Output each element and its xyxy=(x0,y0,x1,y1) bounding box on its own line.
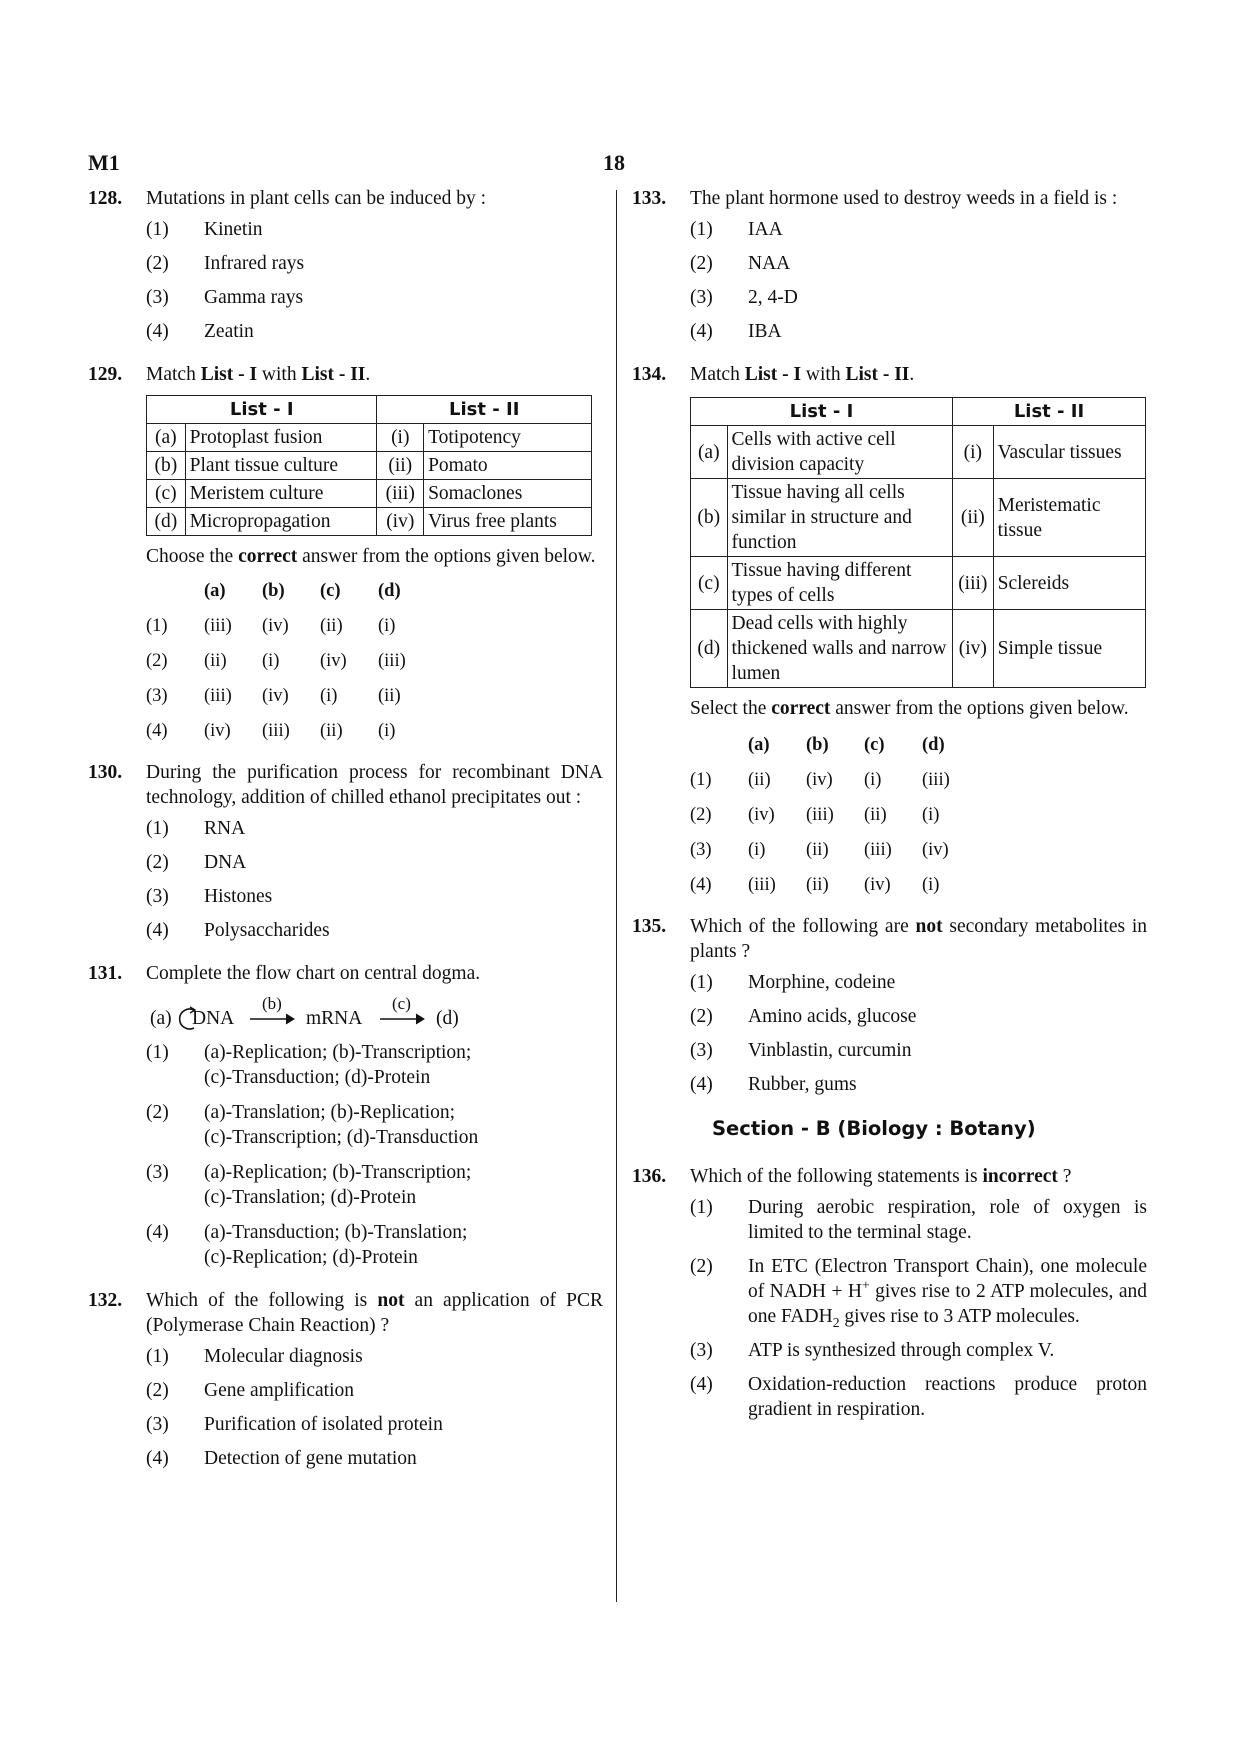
question-text: The plant hormone used to destroy weeds in a field is : xyxy=(690,188,1118,209)
text-part: answer from the options given below. xyxy=(297,546,596,567)
text-part: Which of the following are xyxy=(690,916,916,937)
instruction-text xyxy=(690,696,1147,721)
question-text: Complete the flow chart on central dogma. xyxy=(146,963,481,984)
table-cell: Micropropagation xyxy=(185,508,377,536)
option-text xyxy=(204,1100,603,1150)
text-part: ? xyxy=(1057,1166,1072,1187)
grid-cell: (iv) xyxy=(204,721,231,741)
question-number: 130. xyxy=(88,762,123,783)
option-number: (4) xyxy=(146,321,169,342)
text-part: with xyxy=(257,364,302,385)
option-text: Rubber, gums xyxy=(748,1074,857,1095)
question-number: 136. xyxy=(632,1166,667,1187)
grid-cell: (i) xyxy=(922,805,940,825)
question-number: 135. xyxy=(632,916,667,937)
option xyxy=(146,1378,603,1403)
table-cell: Tissue having different types of cells xyxy=(727,557,952,610)
grid-row xyxy=(146,614,603,639)
text-part: answer from the options given below. xyxy=(830,698,1129,719)
option xyxy=(146,1344,603,1369)
paper-code: M1 xyxy=(88,150,120,175)
grid-cell: (iii) xyxy=(922,770,950,790)
table-cell: Simple tissue xyxy=(993,610,1145,688)
table-header: List - II xyxy=(377,396,592,424)
question-136 xyxy=(632,1164,1147,1422)
grid-cell: (4) xyxy=(146,721,168,741)
question-text xyxy=(146,1288,603,1338)
option-text: Vinblastin, curcumin xyxy=(748,1040,912,1061)
grid-cell: (4) xyxy=(690,875,712,895)
grid-cell: (iv) xyxy=(320,651,347,671)
grid-head-cell: (d) xyxy=(378,581,401,601)
text-part: In ETC (Electron Transport Chain), one molecule of NADH + H xyxy=(748,1256,1147,1302)
grid-cell: (ii) xyxy=(864,805,887,825)
option-text: Zeatin xyxy=(204,321,254,342)
table-header: List - I xyxy=(147,396,377,424)
option-number: (2) xyxy=(690,1006,713,1027)
option-text: Gene amplification xyxy=(204,1380,354,1401)
option xyxy=(146,884,603,909)
grid-cell: (i) xyxy=(864,770,882,790)
question-133 xyxy=(632,186,1147,344)
table-cell: Pomato xyxy=(424,452,592,480)
table-row xyxy=(147,452,592,480)
option-text: During aerobic respiration, role of oxygen is limited to the terminal stage. xyxy=(748,1197,1147,1243)
grid-cell: (iv) xyxy=(748,805,775,825)
grid-row xyxy=(690,803,1147,828)
grid-cell: (1) xyxy=(146,616,168,636)
grid-row xyxy=(146,684,603,709)
option-number: (3) xyxy=(690,287,713,308)
option-number: (4) xyxy=(690,321,713,342)
grid-cell: (i) xyxy=(922,875,940,895)
option-number: (4) xyxy=(146,920,169,941)
text-part: secondary metabolites in plants ? xyxy=(690,916,1147,962)
option-number: (2) xyxy=(146,852,169,873)
option-number: (2) xyxy=(690,253,713,274)
flow-dna: DNA xyxy=(192,1008,235,1029)
grid-cell: (i) xyxy=(262,651,280,671)
text-part: with xyxy=(801,364,846,385)
superscript: + xyxy=(861,1277,870,1293)
option-text: Histones xyxy=(204,886,273,907)
option-number: (3) xyxy=(146,1162,169,1183)
grid-head-cell: (a) xyxy=(748,735,770,755)
option xyxy=(690,1038,1147,1063)
grid-cell: (iii) xyxy=(748,875,776,895)
option-text: 2, 4-D xyxy=(748,287,798,308)
table-cell: (i) xyxy=(377,424,424,452)
table-header: List - II xyxy=(953,398,1146,426)
option xyxy=(690,1004,1147,1029)
grid-cell: (ii) xyxy=(806,875,829,895)
table-cell: Vascular tissues xyxy=(993,426,1145,479)
match-table xyxy=(690,397,1146,688)
option-line: (a)-Replication; (b)-Transcription; xyxy=(204,1162,472,1183)
option-text: Gamma rays xyxy=(204,287,304,308)
flow-label-d: (d) xyxy=(436,1008,459,1029)
grid-cell: (iv) xyxy=(922,840,949,860)
option xyxy=(146,1446,603,1471)
option-line: (a)-Replication; (b)-Transcription; xyxy=(204,1042,472,1063)
text-part: gives rise to 2 ATP molecules, and one FADH xyxy=(748,1281,1147,1327)
option-line: (c)-Transduction; (d)-Protein xyxy=(204,1067,431,1088)
question-number: 129. xyxy=(88,364,123,385)
text-part: Choose the xyxy=(146,546,239,567)
option-number: (1) xyxy=(690,1197,713,1218)
option xyxy=(146,319,603,344)
text-part: gives rise to 3 ATP molecules. xyxy=(839,1306,1080,1327)
grid-cell: (ii) xyxy=(204,651,227,671)
option-line: (a)-Transduction; (b)-Translation; xyxy=(204,1222,468,1243)
grid-head-cell: (b) xyxy=(806,735,829,755)
page-number: 18 xyxy=(603,150,625,175)
option xyxy=(690,1195,1147,1245)
option-number: (1) xyxy=(146,1042,169,1063)
question-128 xyxy=(88,186,603,344)
option xyxy=(690,217,1147,242)
grid-head-cell: (c) xyxy=(320,581,341,601)
option-text xyxy=(204,1220,603,1270)
column-divider xyxy=(616,190,617,1602)
option-text: Molecular diagnosis xyxy=(204,1346,363,1367)
option xyxy=(690,285,1147,310)
bold-text: List - II xyxy=(301,364,366,385)
table-cell: Meristem culture xyxy=(185,480,377,508)
option-number: (4) xyxy=(146,1448,169,1469)
table-cell: (d) xyxy=(691,610,728,688)
table-row xyxy=(691,479,1146,557)
table-cell: (ii) xyxy=(953,479,994,557)
table-cell: (b) xyxy=(691,479,728,557)
text-part: Which of the following statements is xyxy=(690,1166,983,1187)
text-part: . xyxy=(365,364,371,385)
table-cell: Meristematic tissue xyxy=(993,479,1145,557)
option xyxy=(690,970,1147,995)
option-text xyxy=(204,1160,603,1210)
option-text: RNA xyxy=(204,818,246,839)
option xyxy=(146,918,603,943)
option xyxy=(146,251,603,276)
option-text: ATP is synthesized through complex V. xyxy=(748,1340,1055,1361)
grid-cell: (iii) xyxy=(806,805,834,825)
option-text: Infrared rays xyxy=(204,253,305,274)
question-134 xyxy=(632,362,1147,898)
table-header: List - I xyxy=(691,398,953,426)
bold-text: correct xyxy=(771,698,831,719)
question-129 xyxy=(88,362,603,744)
table-cell: (c) xyxy=(147,480,186,508)
bold-text: incorrect xyxy=(982,1166,1058,1187)
grid-row xyxy=(146,719,603,744)
question-text: During the purification process for recombinant DNA technology, addition of chilled ethanol precipitates out : xyxy=(146,762,603,808)
table-cell: Virus free plants xyxy=(424,508,592,536)
option-text xyxy=(204,1040,603,1090)
grid-cell: (ii) xyxy=(320,616,343,636)
question-132 xyxy=(88,1288,603,1471)
table-cell: (a) xyxy=(147,424,186,452)
table-row xyxy=(691,557,1146,610)
option-number: (3) xyxy=(690,1040,713,1061)
question-text xyxy=(690,914,1147,964)
option-number: (1) xyxy=(146,1346,169,1367)
match-table xyxy=(146,395,592,536)
option-number: (4) xyxy=(690,1374,713,1395)
flow-mrna: mRNA xyxy=(306,1008,363,1029)
grid-cell: (iii) xyxy=(204,686,232,706)
option-number: (1) xyxy=(690,972,713,993)
table-cell: (iii) xyxy=(953,557,994,610)
grid-cell: (ii) xyxy=(806,840,829,860)
right-arrow-icon xyxy=(380,1012,428,1026)
option xyxy=(146,816,603,841)
table-cell: Plant tissue culture xyxy=(185,452,377,480)
question-number: 134. xyxy=(632,364,667,385)
grid-cell: (i) xyxy=(320,686,338,706)
option-number: (2) xyxy=(690,1256,713,1277)
bold-text: List - I xyxy=(744,364,802,385)
option-text: NAA xyxy=(748,253,791,274)
grid-cell: (iii) xyxy=(378,651,406,671)
option-number: (3) xyxy=(146,886,169,907)
text-part: Which of the following is xyxy=(146,1290,378,1311)
option xyxy=(146,1040,603,1090)
grid-cell: (iii) xyxy=(864,840,892,860)
grid-head-cell: (d) xyxy=(922,735,945,755)
table-row xyxy=(147,480,592,508)
question-number: 132. xyxy=(88,1290,123,1311)
grid-cell: (iv) xyxy=(864,875,891,895)
table-cell: Totipotency xyxy=(424,424,592,452)
option xyxy=(690,1372,1147,1422)
question-130 xyxy=(88,760,603,943)
option-number: (2) xyxy=(146,1380,169,1401)
table-cell: (i) xyxy=(953,426,994,479)
central-dogma-flow xyxy=(146,994,603,1036)
text-part: Select the xyxy=(690,698,772,719)
question-text xyxy=(690,362,1147,387)
text-part: Match xyxy=(146,364,201,385)
option-text xyxy=(748,1254,1147,1329)
option xyxy=(690,251,1147,276)
grid-cell: (i) xyxy=(378,721,396,741)
right-arrow-icon xyxy=(250,1012,298,1026)
option-number: (4) xyxy=(146,1222,169,1243)
option xyxy=(690,1254,1147,1329)
question-131 xyxy=(88,961,603,1270)
answer-grid xyxy=(690,733,1147,898)
option-number: (3) xyxy=(146,1414,169,1435)
table-cell: (c) xyxy=(691,557,728,610)
table-cell: (iv) xyxy=(377,508,424,536)
grid-cell: (iii) xyxy=(204,616,232,636)
grid-cell: (iv) xyxy=(262,686,289,706)
option-text: Detection of gene mutation xyxy=(204,1448,417,1469)
grid-row xyxy=(146,649,603,674)
grid-row xyxy=(690,873,1147,898)
question-135 xyxy=(632,914,1147,1097)
grid-cell: (3) xyxy=(146,686,168,706)
option-text: IAA xyxy=(748,219,783,240)
question-number: 128. xyxy=(88,188,123,209)
option xyxy=(146,217,603,242)
grid-cell: (i) xyxy=(748,840,766,860)
question-text: Mutations in plant cells can be induced by : xyxy=(146,188,487,209)
option-number: (1) xyxy=(146,818,169,839)
grid-cell: (iv) xyxy=(262,616,289,636)
grid-head-cell: (a) xyxy=(204,581,226,601)
table-cell: Somaclones xyxy=(424,480,592,508)
bold-text: List - II xyxy=(845,364,910,385)
table-cell: Protoplast fusion xyxy=(185,424,377,452)
grid-head-cell: (b) xyxy=(262,581,285,601)
grid-cell: (2) xyxy=(146,651,168,671)
left-column xyxy=(88,186,603,1480)
option-number: (1) xyxy=(146,219,169,240)
option-number: (2) xyxy=(146,1102,169,1123)
table-row xyxy=(691,610,1146,688)
bold-text: List - I xyxy=(200,364,258,385)
table-cell: Sclereids xyxy=(993,557,1145,610)
table-cell: Dead cells with highly thickened walls and narrow lumen xyxy=(727,610,952,688)
option-line: (c)-Translation; (d)-Protein xyxy=(204,1187,417,1208)
option-number: (1) xyxy=(690,219,713,240)
grid-header xyxy=(690,733,1147,758)
right-column xyxy=(632,186,1147,1431)
table-cell: (a) xyxy=(691,426,728,479)
option-number: (3) xyxy=(690,1340,713,1361)
bold-text: not xyxy=(915,916,943,937)
grid-cell: (ii) xyxy=(320,721,343,741)
bold-text: not xyxy=(377,1290,405,1311)
question-text xyxy=(146,362,603,387)
option-number: (3) xyxy=(146,287,169,308)
grid-head-cell: (c) xyxy=(864,735,885,755)
option-text: IBA xyxy=(748,321,782,342)
subscript: 2 xyxy=(832,1314,840,1330)
option-text: Oxidation-reduction reactions produce proton gradient in respiration. xyxy=(748,1374,1147,1420)
instruction-text xyxy=(146,544,603,569)
option-line: (a)-Translation; (b)-Replication; xyxy=(204,1102,456,1123)
option-line: (c)-Replication; (d)-Protein xyxy=(204,1247,418,1268)
table-cell: (ii) xyxy=(377,452,424,480)
option-text: Amino acids, glucose xyxy=(748,1006,917,1027)
flow-label-a: (a) xyxy=(150,1008,172,1029)
table-cell: (iv) xyxy=(953,610,994,688)
table-cell: (b) xyxy=(147,452,186,480)
option xyxy=(146,285,603,310)
question-number: 133. xyxy=(632,188,667,209)
text-part: Match xyxy=(690,364,745,385)
flow-label-c: (c) xyxy=(392,994,411,1013)
grid-cell: (ii) xyxy=(748,770,771,790)
grid-header xyxy=(146,579,603,604)
grid-cell: (3) xyxy=(690,840,712,860)
section-title: Section - B (Biology : Botany) xyxy=(712,1117,1036,1140)
option-text: Morphine, codeine xyxy=(748,972,896,993)
question-text xyxy=(690,1164,1147,1189)
flow-label-b: (b) xyxy=(262,994,282,1013)
option xyxy=(146,1220,603,1270)
table-cell: (d) xyxy=(147,508,186,536)
grid-cell: (iv) xyxy=(806,770,833,790)
grid-row xyxy=(690,838,1147,863)
option-text: Polysaccharides xyxy=(204,920,330,941)
option-text: DNA xyxy=(204,852,247,873)
option xyxy=(690,1072,1147,1097)
option-number: (2) xyxy=(146,253,169,274)
grid-cell: (1) xyxy=(690,770,712,790)
option xyxy=(690,319,1147,344)
grid-cell: (ii) xyxy=(378,686,401,706)
answer-grid xyxy=(146,579,603,744)
option-text: Purification of isolated protein xyxy=(204,1414,443,1435)
option xyxy=(146,1160,603,1210)
grid-row xyxy=(690,768,1147,793)
option xyxy=(146,1412,603,1437)
grid-cell: (2) xyxy=(690,805,712,825)
bold-text: correct xyxy=(238,546,298,567)
option xyxy=(146,850,603,875)
grid-cell: (iii) xyxy=(262,721,290,741)
option-line: (c)-Transcription; (d)-Transduction xyxy=(204,1127,479,1148)
question-number: 131. xyxy=(88,963,123,984)
table-row xyxy=(691,426,1146,479)
option xyxy=(690,1338,1147,1363)
table-row xyxy=(147,508,592,536)
table-cell: Tissue having all cells similar in structure and function xyxy=(727,479,952,557)
text-part: an application of PCR (Polymerase Chain Reaction) ? xyxy=(146,1290,603,1336)
option-number: (4) xyxy=(690,1074,713,1095)
option-text: Kinetin xyxy=(204,219,263,240)
table-cell: (iii) xyxy=(377,480,424,508)
grid-cell: (i) xyxy=(378,616,396,636)
option xyxy=(146,1100,603,1150)
table-row xyxy=(147,424,592,452)
text-part: . xyxy=(909,364,915,385)
table-cell: Cells with active cell division capacity xyxy=(727,426,952,479)
